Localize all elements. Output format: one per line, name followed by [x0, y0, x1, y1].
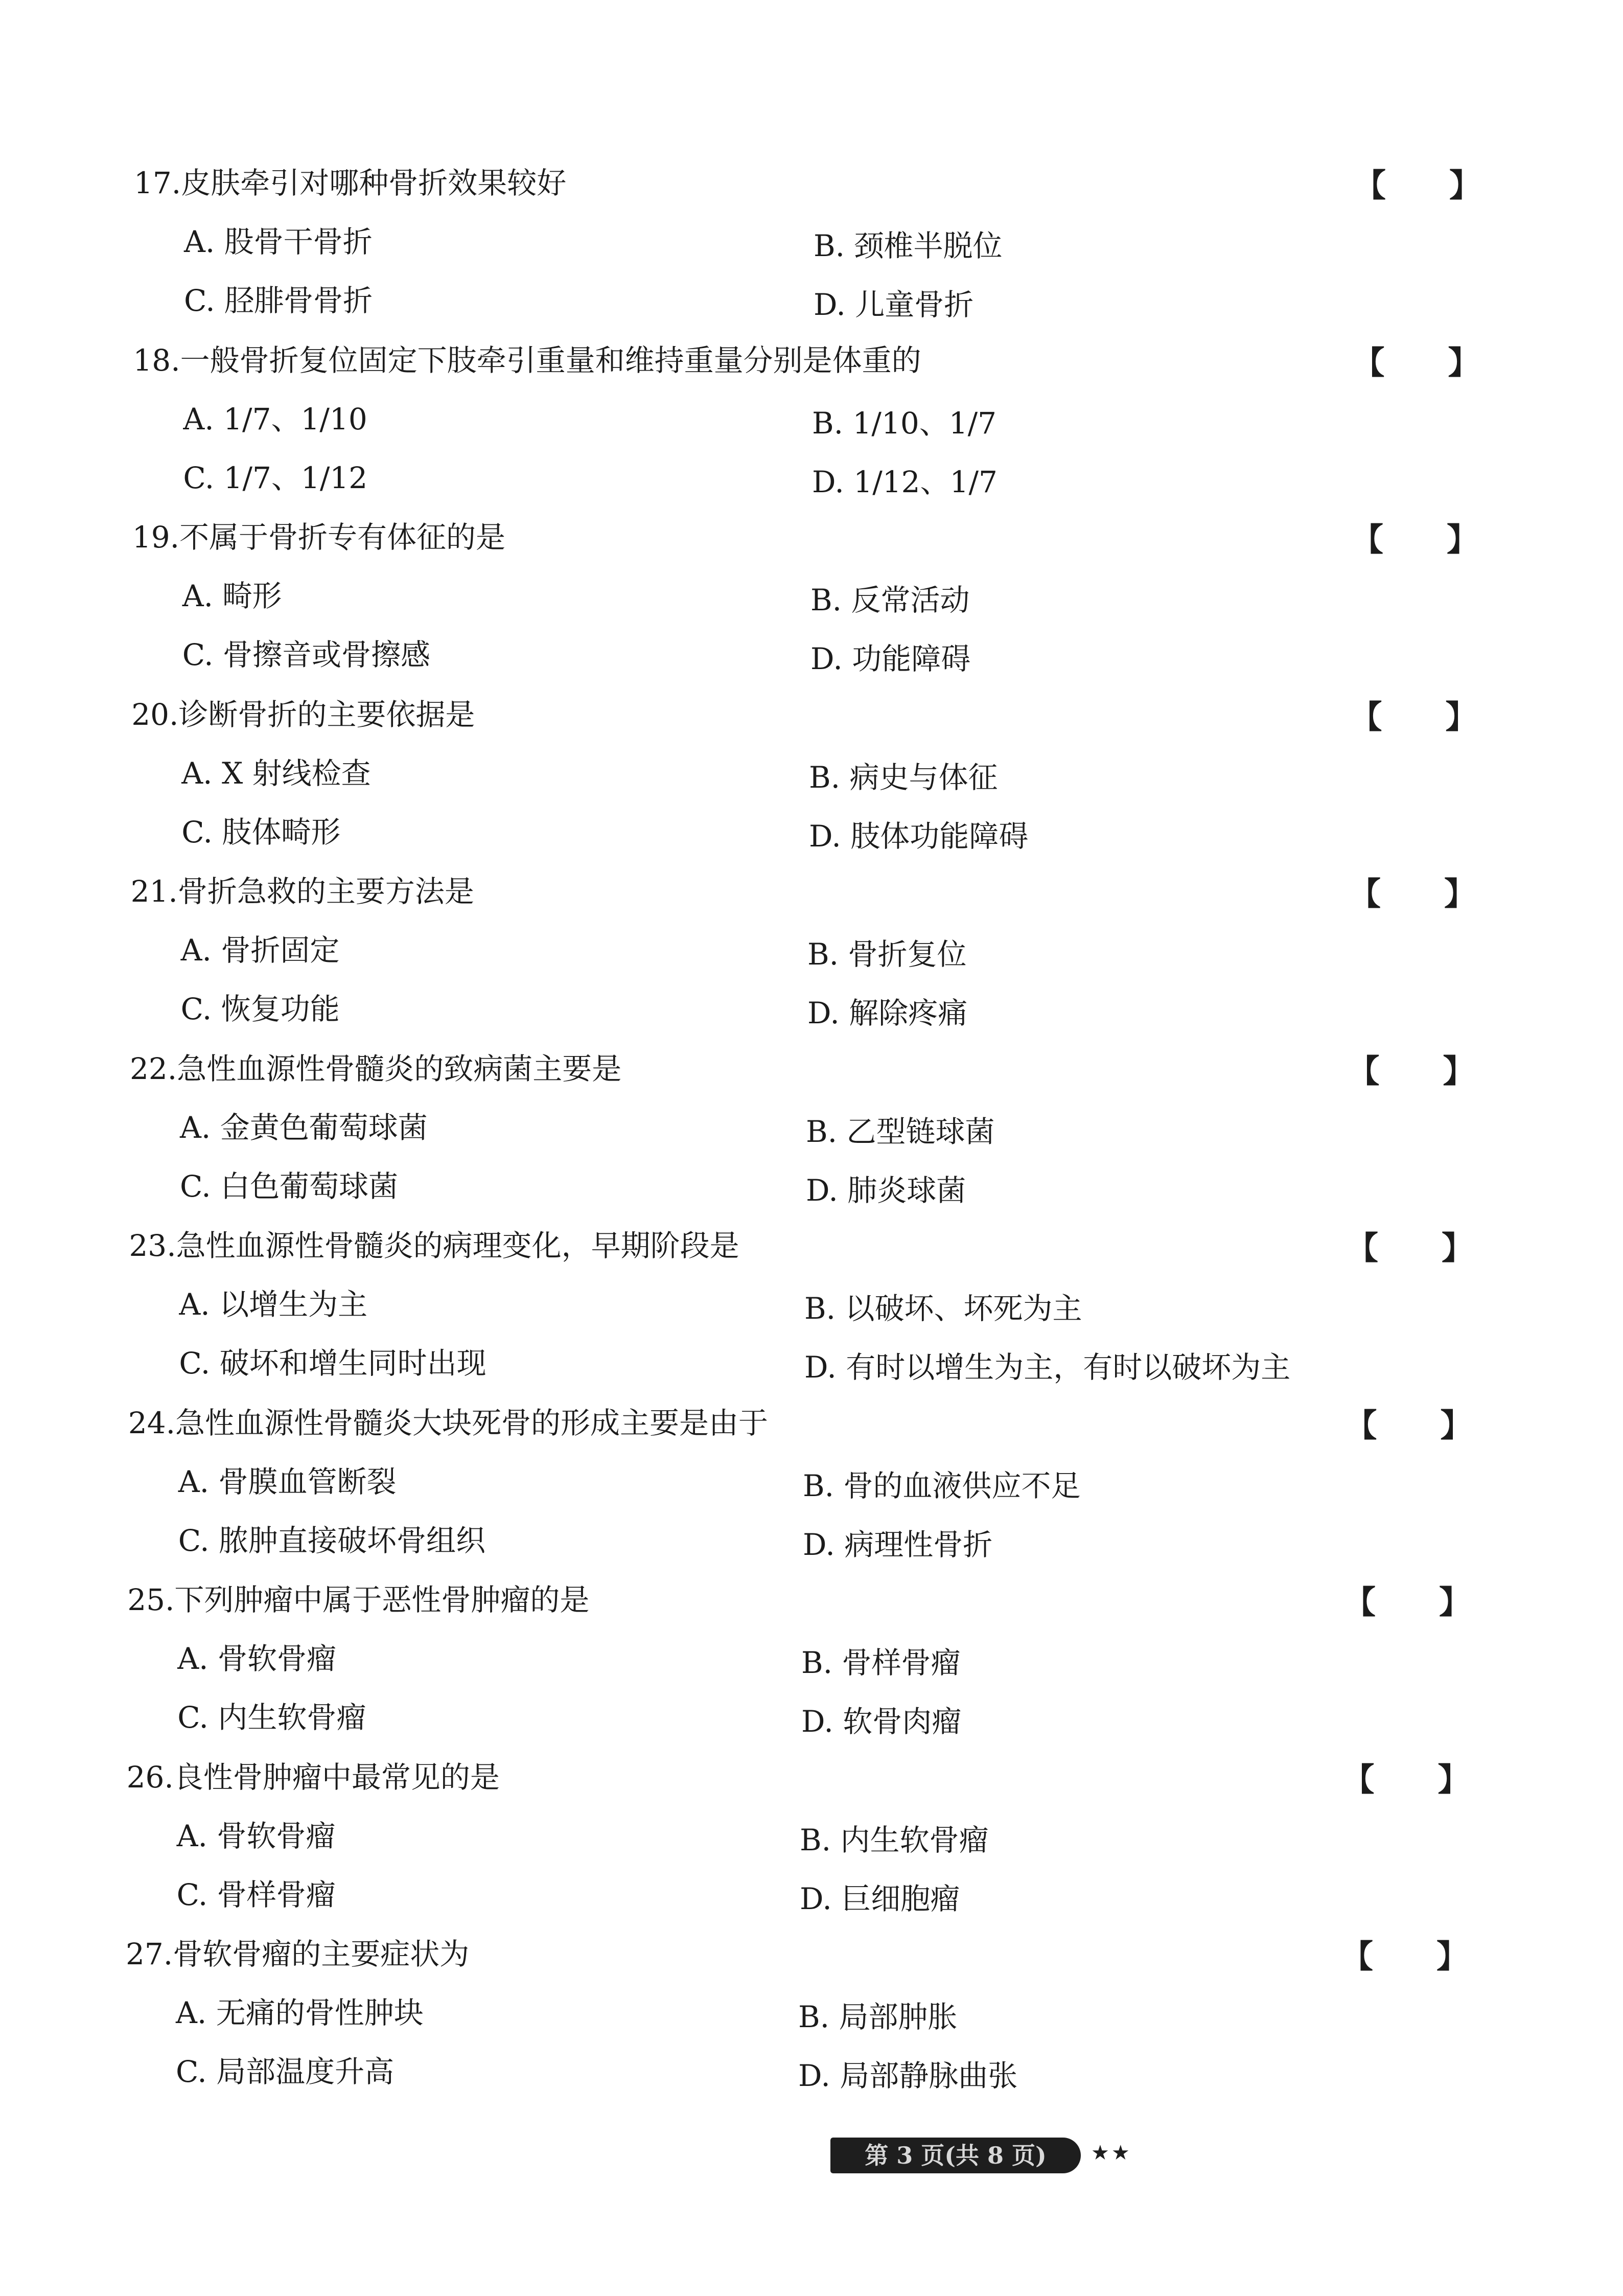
answer-bracket: 【 】 — [1352, 521, 1479, 558]
option-c: C. 脓肿直接破坏骨组织 — [178, 1523, 485, 1558]
option-c: C. 局部温度升高 — [176, 2054, 395, 2089]
answer-bracket: 【 】 — [1347, 1229, 1474, 1267]
option-b: B. 骨的血液供应不足 — [803, 1468, 1081, 1503]
option-c: C. 肢体畸形 — [181, 814, 341, 849]
page-footer: 第 3 页(共 8 页) — [830, 2138, 1081, 2173]
answer-bracket: 【 】 — [1345, 1406, 1472, 1444]
option-a: A. 股骨干骨折 — [184, 224, 373, 259]
option-b: B. 反常活动 — [810, 583, 970, 617]
answer-bracket: 【 】 — [1348, 1052, 1475, 1090]
option-b: B. 骨样骨瘤 — [801, 1645, 961, 1680]
answer-bracket: 【 】 — [1349, 875, 1476, 912]
option-d: D. 病理性骨折 — [803, 1527, 993, 1562]
question-text: 21.骨折急救的主要方法是 — [130, 874, 474, 909]
answer-bracket: 【 】 — [1354, 167, 1481, 204]
option-c: C. 骨擦音或骨擦感 — [182, 637, 430, 672]
option-c: C. 恢复功能 — [180, 992, 340, 1026]
option-b: B. 以破坏、坏死为主 — [804, 1291, 1082, 1326]
question-text: 27.骨软骨瘤的主要症状为 — [126, 1937, 470, 1971]
option-d: D. 1/12、1/7 — [812, 464, 998, 499]
question-text: 17.皮肤牵引对哪种骨折效果较好 — [134, 166, 567, 200]
option-c: C. 破坏和增生同时出现 — [179, 1346, 486, 1381]
question-text: 22.急性血源性骨髓炎的致病菌主要是 — [130, 1051, 622, 1086]
question-text: 18.一般骨折复位固定下肢牵引重量和维持重量分别是体重的 — [133, 342, 921, 378]
answer-bracket: 【 】 — [1341, 1938, 1469, 1975]
option-c: C. 内生软骨瘤 — [177, 1700, 366, 1735]
option-a: A. 骨软骨瘤 — [177, 1641, 336, 1676]
option-d: D. 巨细胞瘤 — [800, 1881, 960, 1916]
option-b: B. 病史与体征 — [809, 760, 998, 795]
option-d: D. 儿童骨折 — [814, 287, 974, 322]
option-b: B. 颈椎半脱位 — [814, 228, 1003, 263]
answer-bracket: 【 】 — [1342, 1760, 1470, 1798]
footer-stars: ★★ — [1091, 2141, 1132, 2165]
option-c: C. 胫腓骨骨折 — [184, 283, 373, 318]
option-a: A. 金黄色葡萄球菌 — [180, 1110, 428, 1145]
question-text: 20.诊断骨折的主要依据是 — [131, 697, 475, 732]
question-text: 24.急性血源性骨髓炎大块死骨的形成主要是由于 — [128, 1405, 769, 1440]
question-text: 25.下列肿瘤中属于恶性骨肿瘤的是 — [127, 1582, 590, 1617]
option-a: A. 骨折固定 — [180, 933, 340, 968]
option-c: C. 白色葡萄球菌 — [180, 1168, 399, 1204]
option-c: C. 1/7、1/12 — [183, 460, 368, 495]
option-a: A. 骨软骨瘤 — [176, 1818, 336, 1853]
option-b: B. 内生软骨瘤 — [800, 1822, 989, 1857]
answer-bracket: 【 】 — [1350, 698, 1477, 736]
option-d: D. 软骨肉瘤 — [801, 1704, 962, 1739]
option-a: A. X 射线检查 — [181, 755, 371, 791]
option-c: C. 骨样骨瘤 — [176, 1877, 336, 1912]
option-d: D. 肢体功能障碍 — [809, 818, 1029, 854]
option-a: A. 以增生为主 — [179, 1287, 368, 1322]
question-text: 19.不属于骨折专有体征的是 — [132, 520, 506, 555]
option-d: D. 肺炎球菌 — [806, 1173, 966, 1208]
option-d: D. 解除疼痛 — [807, 996, 968, 1030]
option-b: B. 局部肿胀 — [798, 2000, 958, 2034]
option-b: B. 乙型链球菌 — [806, 1114, 995, 1149]
question-text: 26.良性骨肿瘤中最常见的是 — [126, 1759, 500, 1795]
option-d: D. 有时以增生为主，有时以破坏为主 — [804, 1350, 1291, 1385]
option-d: D. 功能障碍 — [810, 641, 971, 676]
option-a: A. 骨膜血管断裂 — [178, 1464, 397, 1499]
option-a: A. 1/7、1/10 — [183, 401, 367, 437]
option-a: A. 畸形 — [182, 579, 282, 613]
option-b: B. 骨折复位 — [807, 937, 967, 972]
question-text: 23.急性血源性骨髓炎的病理变化，早期阶段是 — [129, 1228, 739, 1263]
option-a: A. 无痛的骨性肿块 — [176, 1995, 424, 2030]
answer-bracket: 【 】 — [1353, 343, 1480, 381]
option-b: B. 1/10、1/7 — [812, 405, 997, 441]
option-d: D. 局部静脉曲张 — [798, 2058, 1018, 2093]
answer-bracket: 【 】 — [1344, 1583, 1471, 1621]
